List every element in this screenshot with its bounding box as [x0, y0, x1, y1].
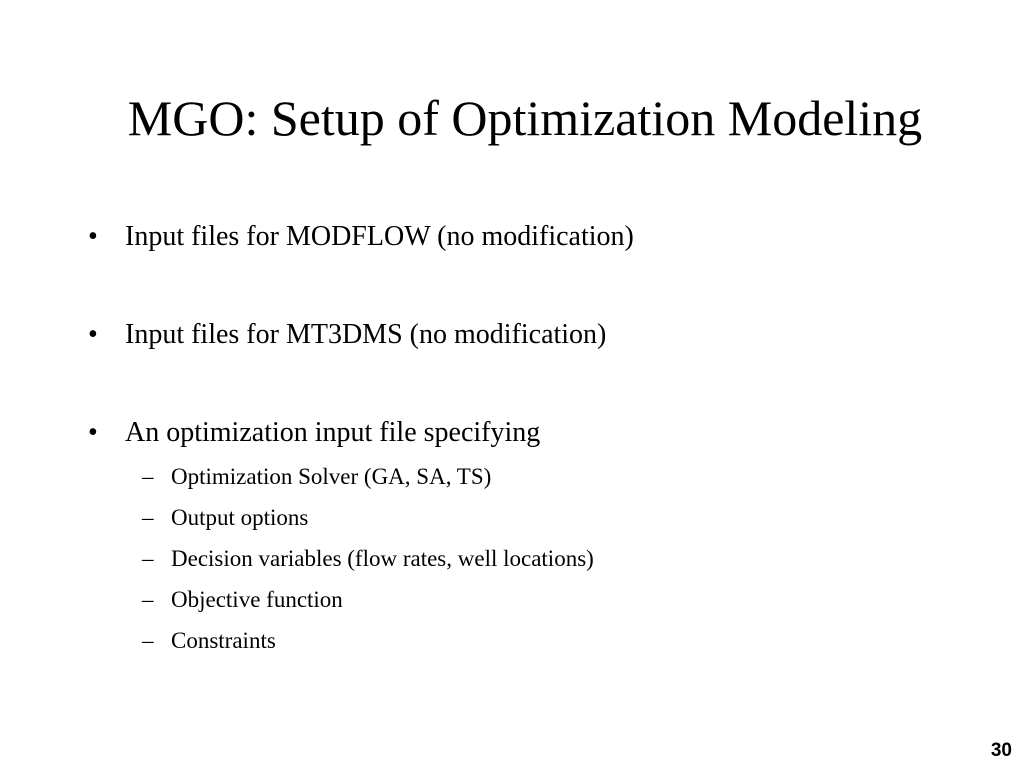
sub-bullet-text: Objective function — [171, 587, 343, 612]
sub-bullet-text: Decision variables (flow rates, well locations) — [171, 546, 594, 571]
sub-bullet-marker: – — [142, 546, 154, 571]
sub-bullet-item — [142, 627, 276, 655]
bullet-item — [88, 220, 634, 254]
sub-bullet-marker: – — [142, 464, 154, 489]
sub-bullet-item — [142, 545, 594, 573]
slide-title: MGO: Setup of Optimization Modeling — [127, 90, 923, 146]
sub-bullet-text: Optimization Solver (GA, SA, TS) — [171, 464, 492, 489]
bullet-item — [88, 318, 606, 352]
bullet-item — [88, 416, 540, 450]
sub-bullet-marker: – — [142, 505, 154, 530]
bullet-marker: • — [88, 319, 98, 350]
sub-bullet-item — [142, 504, 308, 532]
bullet-text: Input files for MT3DMS (no modification) — [125, 319, 607, 350]
bullet-marker: • — [88, 221, 98, 252]
bullet-text: Input files for MODFLOW (no modification) — [125, 221, 634, 252]
sub-bullet-item — [142, 586, 343, 614]
page-number: 30 — [990, 740, 1012, 761]
sub-bullet-marker: – — [142, 628, 154, 653]
sub-bullet-marker: – — [142, 587, 154, 612]
sub-bullet-text: Constraints — [171, 628, 276, 653]
bullet-marker: • — [88, 417, 98, 448]
bullet-text: An optimization input file specifying — [125, 417, 541, 448]
sub-bullet-item — [142, 463, 491, 491]
sub-bullet-text: Output options — [171, 505, 309, 530]
